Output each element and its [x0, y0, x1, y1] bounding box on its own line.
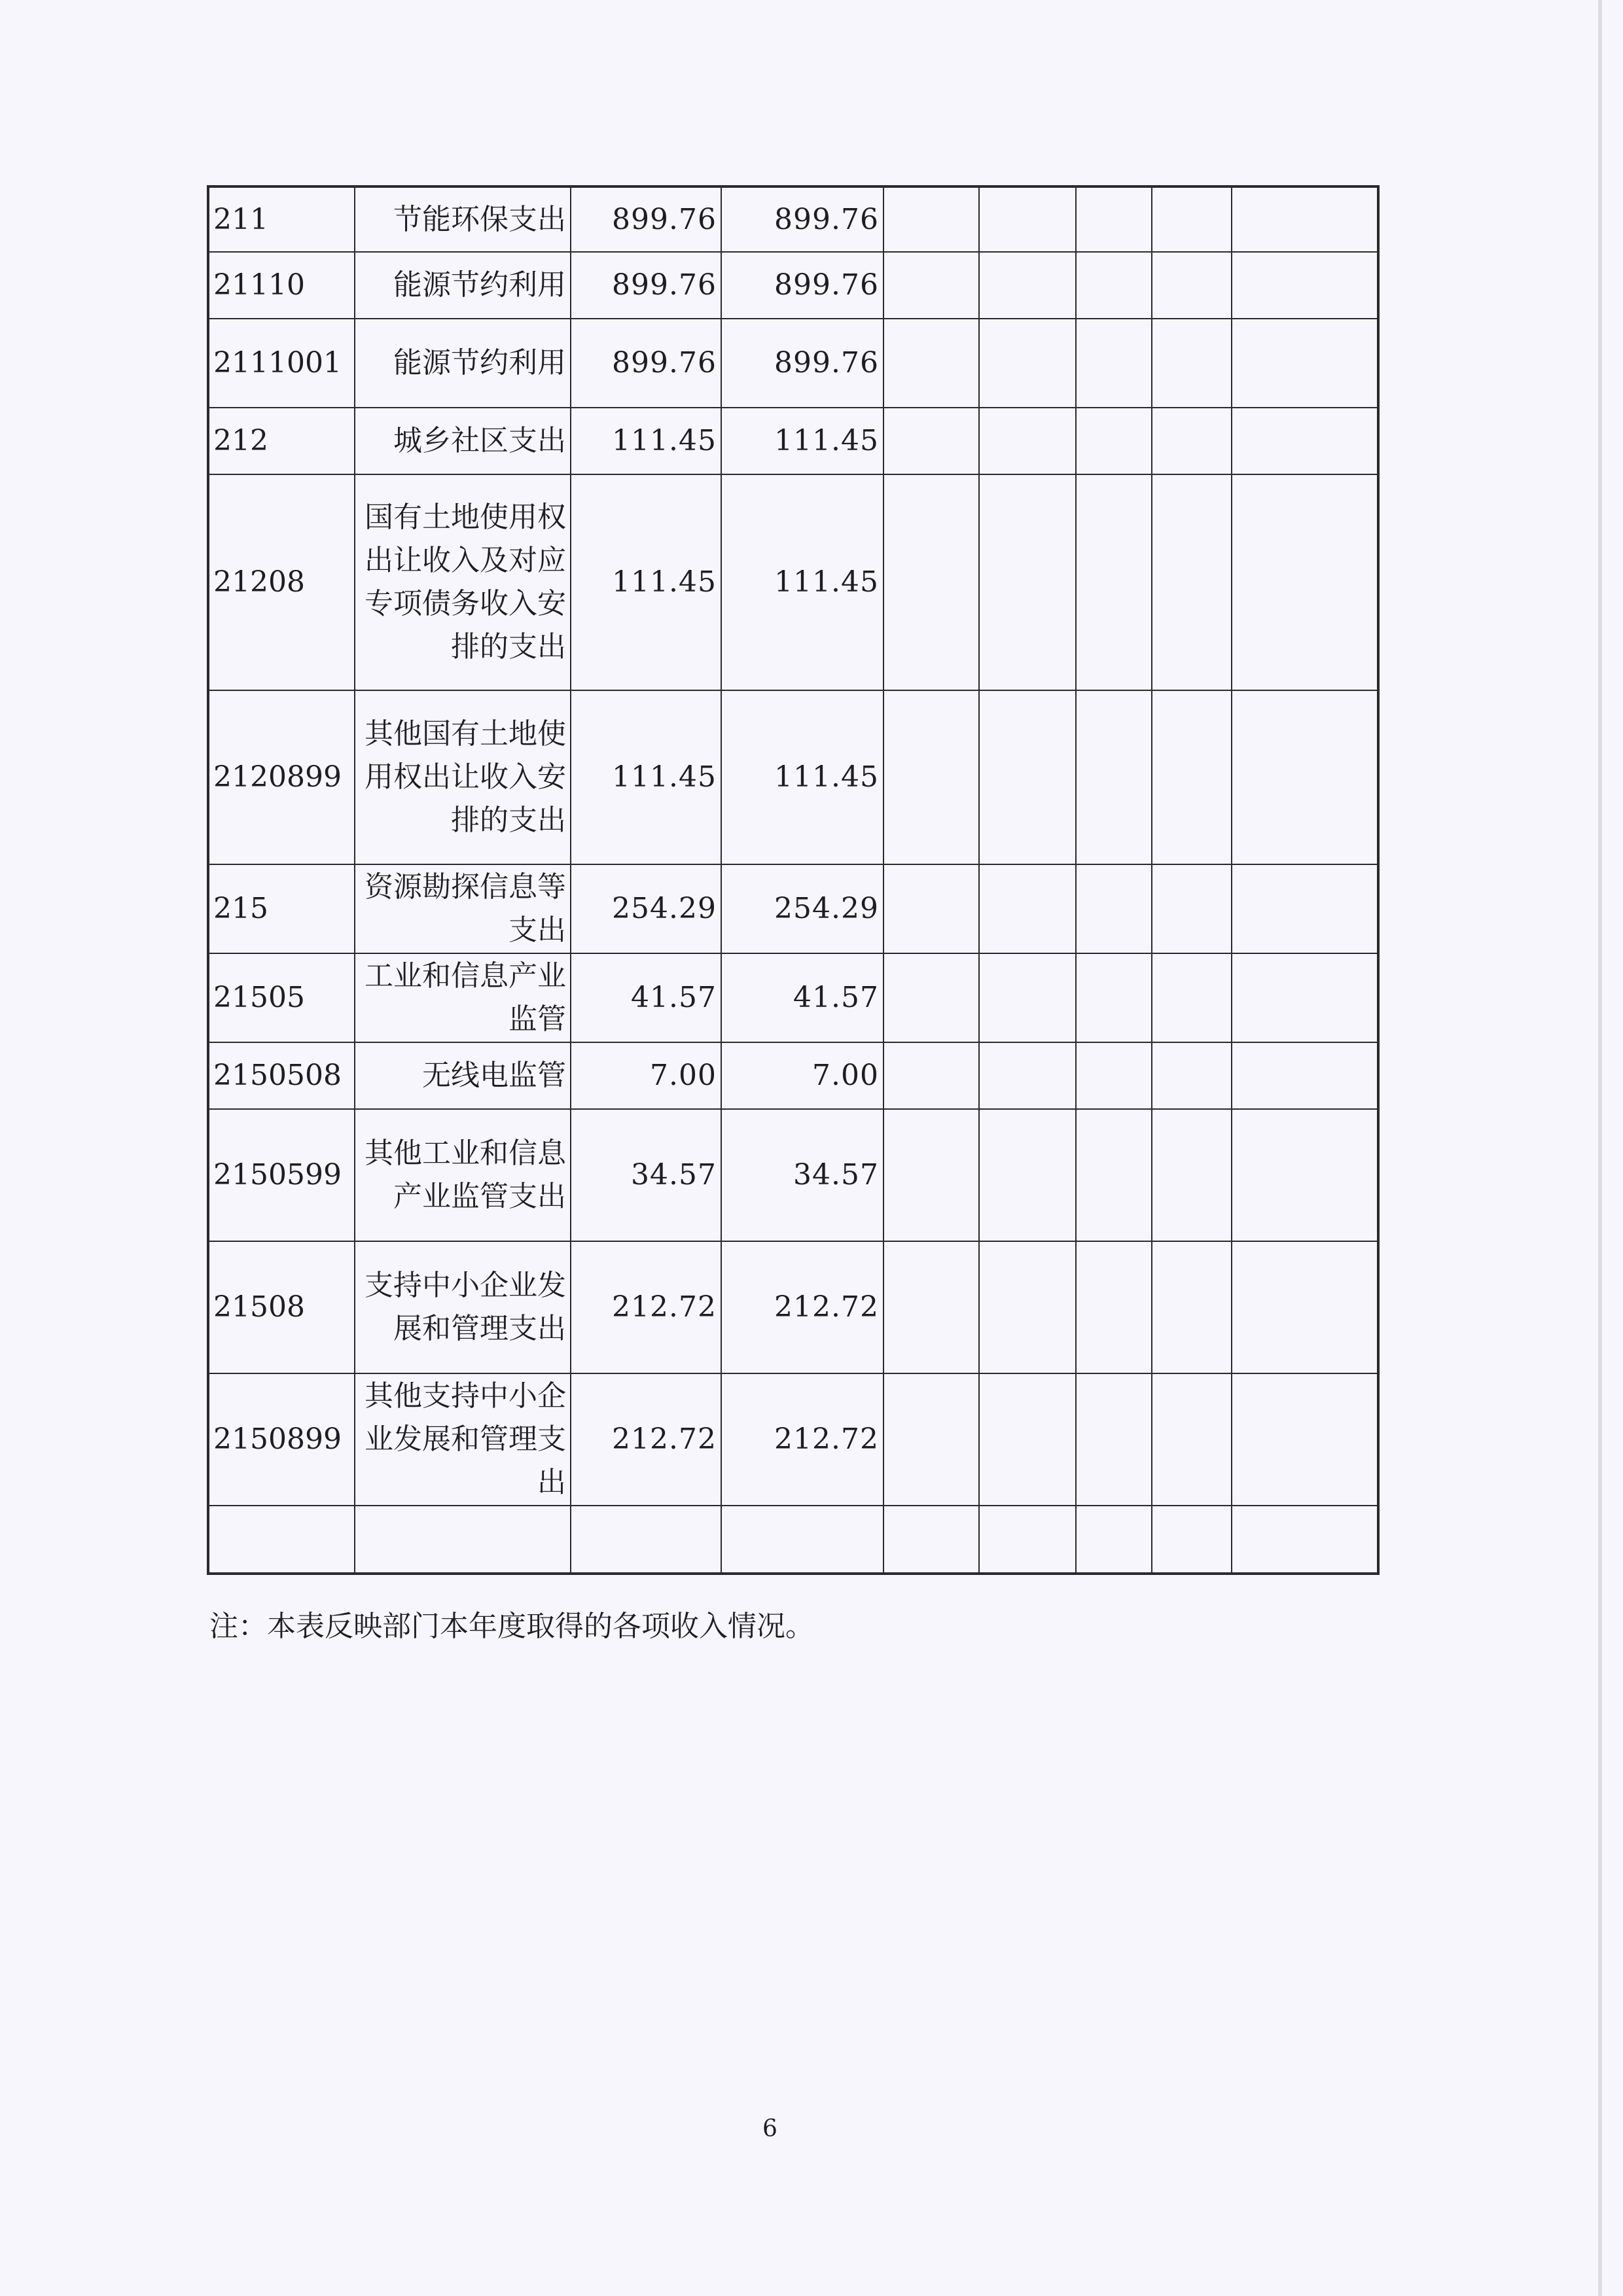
empty-cell: [979, 408, 1076, 474]
function-name-cell: [355, 1506, 571, 1574]
empty-cell: [979, 1506, 1076, 1574]
empty-cell: [883, 319, 979, 408]
amount-cell: 111.45: [721, 408, 883, 474]
total-cell: [571, 1506, 721, 1574]
empty-cell: [1232, 953, 1378, 1042]
empty-cell: [1152, 252, 1232, 319]
function-name-cell: 其他支持中小企业发展和管理支出: [355, 1373, 571, 1506]
empty-cell: [1232, 474, 1378, 690]
function-name-cell: 能源节约利用: [355, 252, 571, 319]
empty-cell: [1232, 1042, 1378, 1109]
function-name-cell: 其他工业和信息产业监管支出: [355, 1109, 571, 1241]
empty-cell: [1232, 408, 1378, 474]
empty-cell: [883, 953, 979, 1042]
empty-cell: [883, 252, 979, 319]
empty-cell: [979, 319, 1076, 408]
empty-cell: [883, 1373, 979, 1506]
total-cell: 34.57: [571, 1109, 721, 1241]
amount-cell: 899.76: [721, 252, 883, 319]
function-name-cell: 支持中小企业发展和管理支出: [355, 1241, 571, 1373]
empty-cell: [883, 1506, 979, 1574]
empty-cell: [1232, 1241, 1378, 1373]
function-name-cell: 节能环保支出: [355, 186, 571, 252]
empty-cell: [979, 1109, 1076, 1241]
total-cell: 254.29: [571, 864, 721, 953]
function-code-cell: 21208: [208, 474, 355, 690]
amount-cell: 111.45: [721, 690, 883, 864]
empty-cell: [1232, 1109, 1378, 1241]
function-code-cell: 2150599: [208, 1109, 355, 1241]
table-row: [208, 953, 1378, 1042]
total-cell: 899.76: [571, 252, 721, 319]
empty-cell: [1152, 186, 1232, 252]
empty-cell: [979, 1241, 1076, 1373]
table-row: [208, 1241, 1378, 1373]
empty-cell: [883, 186, 979, 252]
scan-edge: [1598, 0, 1602, 2296]
income-table: [207, 185, 1380, 1575]
empty-cell: [1152, 474, 1232, 690]
empty-cell: [1152, 1109, 1232, 1241]
empty-cell: [1232, 690, 1378, 864]
empty-cell: [1076, 252, 1152, 319]
empty-cell: [979, 864, 1076, 953]
empty-cell: [1152, 1373, 1232, 1506]
empty-cell: [979, 953, 1076, 1042]
empty-cell: [1152, 408, 1232, 474]
empty-cell: [979, 186, 1076, 252]
empty-cell: [1076, 1506, 1152, 1574]
total-cell: 111.45: [571, 690, 721, 864]
empty-cell: [1152, 864, 1232, 953]
table-row: [208, 252, 1378, 319]
empty-cell: [1152, 690, 1232, 864]
table-row: [208, 474, 1378, 690]
empty-cell: [979, 1373, 1076, 1506]
amount-cell: 111.45: [721, 474, 883, 690]
amount-cell: 899.76: [721, 186, 883, 252]
table-row: [208, 864, 1378, 953]
table-row: [208, 1373, 1378, 1506]
empty-cell: [883, 1042, 979, 1109]
function-code-cell: 2150899: [208, 1373, 355, 1506]
table-row: [208, 186, 1378, 252]
table-row: [208, 319, 1378, 408]
empty-cell: [1232, 186, 1378, 252]
amount-cell: [721, 1506, 883, 1574]
empty-cell: [1076, 319, 1152, 408]
empty-cell: [1152, 953, 1232, 1042]
function-code-cell: 21110: [208, 252, 355, 319]
table-row: [208, 1042, 1378, 1109]
empty-cell: [883, 864, 979, 953]
total-cell: 212.72: [571, 1241, 721, 1373]
table-note: 注：本表反映部门本年度取得的各项收入情况。: [209, 1610, 814, 1643]
total-cell: 212.72: [571, 1373, 721, 1506]
empty-cell: [1232, 319, 1378, 408]
function-code-cell: [208, 1506, 355, 1574]
function-code-cell: 2120899: [208, 690, 355, 864]
function-code-cell: 215: [208, 864, 355, 953]
empty-cell: [883, 408, 979, 474]
amount-cell: 41.57: [721, 953, 883, 1042]
empty-cell: [1076, 1373, 1152, 1506]
empty-cell: [1232, 1373, 1378, 1506]
function-code-cell: 2111001: [208, 319, 355, 408]
function-name-cell: 城乡社区支出: [355, 408, 571, 474]
total-cell: 899.76: [571, 319, 721, 408]
page-number: 6: [762, 2115, 777, 2142]
empty-cell: [883, 1109, 979, 1241]
function-code-cell: 21508: [208, 1241, 355, 1373]
total-cell: 41.57: [571, 953, 721, 1042]
amount-cell: 212.72: [721, 1241, 883, 1373]
function-code-cell: 21505: [208, 953, 355, 1042]
empty-cell: [1152, 319, 1232, 408]
empty-cell: [883, 690, 979, 864]
empty-cell: [979, 474, 1076, 690]
function-name-cell: 能源节约利用: [355, 319, 571, 408]
empty-cell: [1152, 1241, 1232, 1373]
empty-cell: [1076, 474, 1152, 690]
function-name-cell: 工业和信息产业监管: [355, 953, 571, 1042]
amount-cell: 254.29: [721, 864, 883, 953]
empty-cell: [1076, 186, 1152, 252]
total-cell: 7.00: [571, 1042, 721, 1109]
table-row: [208, 690, 1378, 864]
amount-cell: 7.00: [721, 1042, 883, 1109]
function-name-cell: 其他国有土地使用权出让收入安排的支出: [355, 690, 571, 864]
empty-cell: [1076, 1109, 1152, 1241]
function-code-cell: 212: [208, 408, 355, 474]
empty-cell: [883, 474, 979, 690]
empty-cell: [1232, 864, 1378, 953]
empty-cell: [1152, 1042, 1232, 1109]
empty-cell: [1076, 1042, 1152, 1109]
empty-cell: [1076, 1241, 1152, 1373]
table-row: [208, 408, 1378, 474]
empty-cell: [1076, 690, 1152, 864]
empty-cell: [1076, 408, 1152, 474]
empty-cell: [1232, 252, 1378, 319]
total-cell: 111.45: [571, 474, 721, 690]
empty-cell: [1076, 953, 1152, 1042]
table-row: [208, 1506, 1378, 1574]
total-cell: 111.45: [571, 408, 721, 474]
amount-cell: 34.57: [721, 1109, 883, 1241]
table-row: [208, 1109, 1378, 1241]
amount-cell: 899.76: [721, 319, 883, 408]
function-code-cell: 2150508: [208, 1042, 355, 1109]
empty-cell: [979, 1042, 1076, 1109]
empty-cell: [979, 690, 1076, 864]
function-name-cell: 国有土地使用权出让收入及对应专项债务收入安排的支出: [355, 474, 571, 690]
function-name-cell: 无线电监管: [355, 1042, 571, 1109]
function-name-cell: 资源勘探信息等支出: [355, 864, 571, 953]
total-cell: 899.76: [571, 186, 721, 252]
empty-cell: [1232, 1506, 1378, 1574]
amount-cell: 212.72: [721, 1373, 883, 1506]
empty-cell: [883, 1241, 979, 1373]
empty-cell: [1076, 864, 1152, 953]
empty-cell: [1152, 1506, 1232, 1574]
function-code-cell: 211: [208, 186, 355, 252]
empty-cell: [979, 252, 1076, 319]
